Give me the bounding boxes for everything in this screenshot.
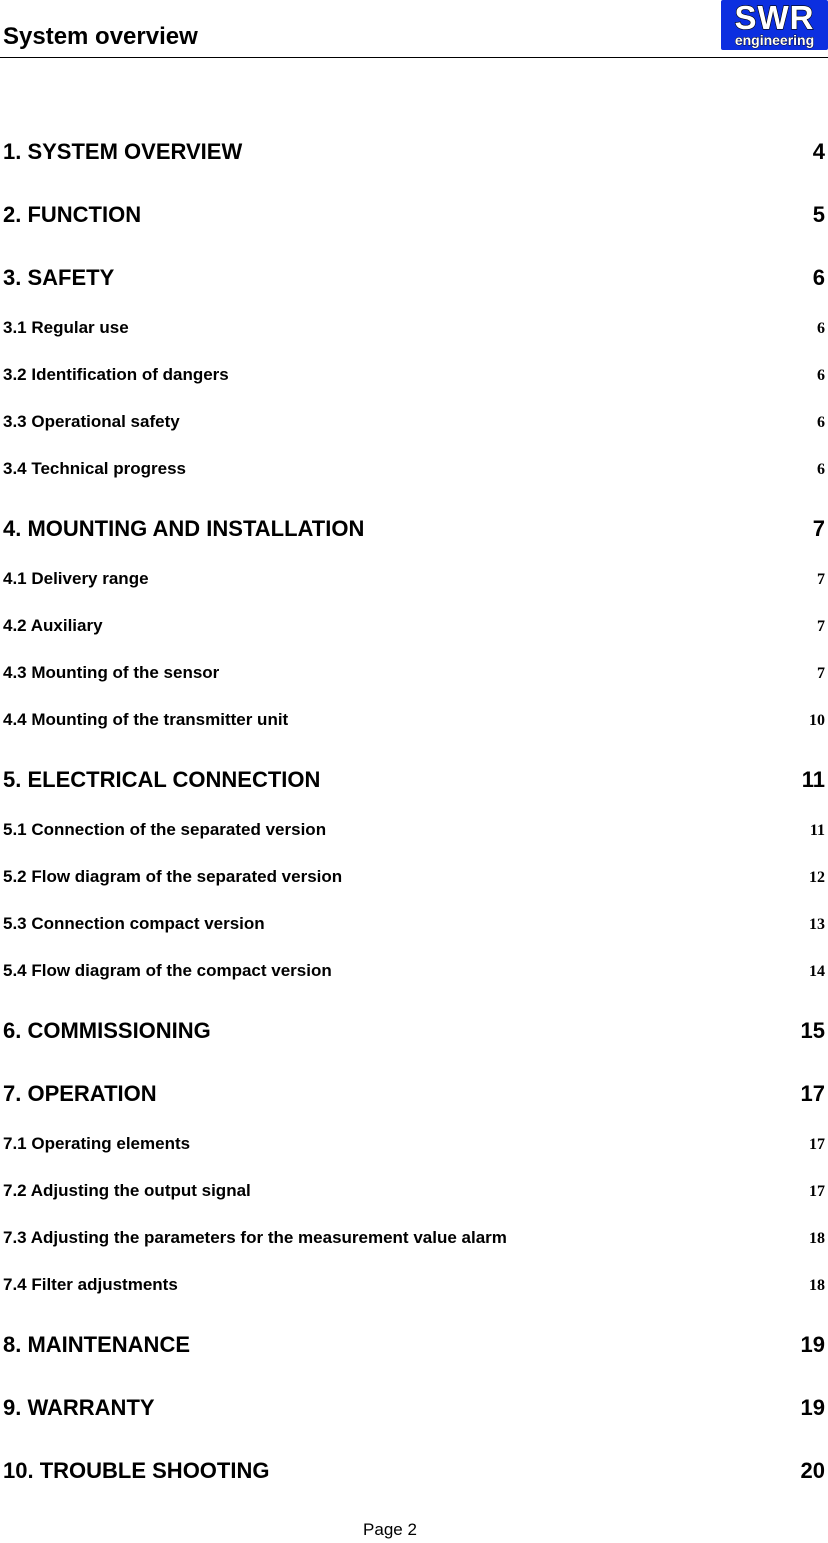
toc-subheading-entry[interactable]: [3, 1179, 825, 1203]
toc-entry-page-number: 7: [817, 571, 825, 588]
toc-entry-page-number: 20: [800, 1458, 825, 1483]
toc-entry-page-number: 18: [809, 1277, 825, 1294]
toc-entry-page-number: 11: [809, 822, 825, 839]
toc-subheading-entry[interactable]: [3, 1132, 825, 1156]
toc-subheading-entry[interactable]: [3, 661, 825, 685]
toc-heading-entry[interactable]: [3, 514, 825, 544]
toc-heading-entry[interactable]: [3, 200, 825, 230]
toc-entry-page-number: 17: [809, 1183, 825, 1200]
toc-entry-page-number: 17: [800, 1081, 825, 1106]
toc-entry-title: 5. ELECTRICAL CONNECTION: [3, 767, 321, 792]
toc-entry-title: 3.2 Identification of dangers: [3, 365, 229, 384]
toc-entry-page-number: 7: [817, 618, 825, 635]
toc-entry-page-number: 19: [800, 1332, 825, 1357]
toc-subheading-entry[interactable]: [3, 1226, 825, 1250]
toc-heading-entry[interactable]: [3, 1016, 825, 1046]
toc-subheading-entry[interactable]: [3, 410, 825, 434]
toc-entry-title: 10. TROUBLE SHOOTING: [3, 1458, 270, 1483]
toc-entry-title: 1. SYSTEM OVERVIEW: [3, 139, 243, 164]
toc-entry-page-number: 18: [809, 1230, 825, 1247]
toc-entry-page-number: 6: [817, 367, 825, 384]
page-title: System overview: [3, 23, 198, 50]
toc-heading-entry[interactable]: [3, 765, 825, 795]
toc-entry-page-number: 13: [809, 916, 825, 933]
toc-heading-entry[interactable]: [3, 1456, 825, 1486]
toc-subheading-entry[interactable]: [3, 316, 825, 340]
toc-subheading-entry[interactable]: [3, 614, 825, 638]
toc-entry-page-number: 10: [809, 712, 825, 729]
toc-heading-entry[interactable]: [3, 1330, 825, 1360]
toc-entry-page-number: 14: [809, 963, 825, 980]
toc-entry-page-number: 5: [812, 202, 825, 227]
toc-entry-title: 4. MOUNTING AND INSTALLATION: [3, 516, 365, 541]
toc-entry-title: 2. FUNCTION: [3, 202, 142, 227]
toc-entry-page-number: 6: [817, 461, 825, 478]
toc-entry-title: 7.4 Filter adjustments: [3, 1275, 178, 1294]
toc-entry-page-number: 19: [800, 1395, 825, 1420]
toc-entry-page-number: 6: [817, 414, 825, 431]
toc-entry-page-number: 6: [812, 265, 825, 290]
logo-text-swr: SWR: [734, 0, 815, 36]
toc-subheading-entry[interactable]: [3, 457, 825, 481]
toc-entry-title: 7. OPERATION: [3, 1081, 157, 1106]
toc-heading-entry[interactable]: [3, 263, 825, 293]
toc-subheading-entry[interactable]: [3, 567, 825, 591]
toc-subheading-entry[interactable]: [3, 959, 825, 983]
toc-subheading-entry[interactable]: [3, 708, 825, 732]
toc-heading-entry[interactable]: [3, 1393, 825, 1423]
toc-entry-page-number: 4: [812, 139, 825, 164]
toc-entry-page-number: 7: [817, 665, 825, 682]
toc-heading-entry[interactable]: [3, 1079, 825, 1109]
toc-entry-title: 3.1 Regular use: [3, 318, 129, 337]
toc-entry-page-number: 15: [800, 1018, 825, 1043]
toc-subheading-entry[interactable]: [3, 912, 825, 936]
toc-entry-title: 3.4 Technical progress: [3, 459, 186, 478]
toc-subheading-entry[interactable]: [3, 818, 825, 842]
toc-heading-entry[interactable]: [3, 137, 825, 167]
toc-entry-page-number: 7: [812, 516, 825, 541]
toc-entry-page-number: 17: [809, 1136, 825, 1153]
toc-entry-title: 5.2 Flow diagram of the separated version: [3, 867, 343, 886]
toc-entry-title: 5.3 Connection compact version: [3, 914, 265, 933]
toc-entry-title: 4.4 Mounting of the transmitter unit: [3, 710, 289, 729]
toc-entry-title: 3.3 Operational safety: [3, 412, 180, 431]
toc-entry-page-number: 11: [801, 767, 825, 792]
toc-entry-title: 7.2 Adjusting the output signal: [3, 1181, 251, 1200]
toc-entry-title: 7.1 Operating elements: [3, 1134, 191, 1153]
toc-subheading-entry[interactable]: [3, 1273, 825, 1297]
toc-entry-title: 5.1 Connection of the separated version: [3, 820, 327, 839]
toc-subheading-entry[interactable]: [3, 865, 825, 889]
logo-text-engineering: engineering: [734, 32, 815, 48]
toc-entry-title: 5.4 Flow diagram of the compact version: [3, 961, 332, 980]
toc-entry-title: 8. MAINTENANCE: [3, 1332, 191, 1357]
toc-entry-page-number: 12: [809, 869, 825, 886]
toc-entry-title: 9. WARRANTY: [3, 1395, 155, 1420]
toc-entry-title: 4.1 Delivery range: [3, 569, 149, 588]
toc-entry-title: 4.2 Auxiliary: [3, 616, 103, 635]
page-number: Page 2: [363, 1520, 417, 1539]
toc-entry-title: 7.3 Adjusting the parameters for the measurement value alarm: [3, 1228, 507, 1247]
toc-entry-page-number: 6: [817, 320, 825, 337]
toc-entry-title: 3. SAFETY: [3, 265, 115, 290]
toc-subheading-entry[interactable]: [3, 363, 825, 387]
toc-entry-title: 6. COMMISSIONING: [3, 1018, 211, 1043]
toc-entry-title: 4.3 Mounting of the sensor: [3, 663, 220, 682]
